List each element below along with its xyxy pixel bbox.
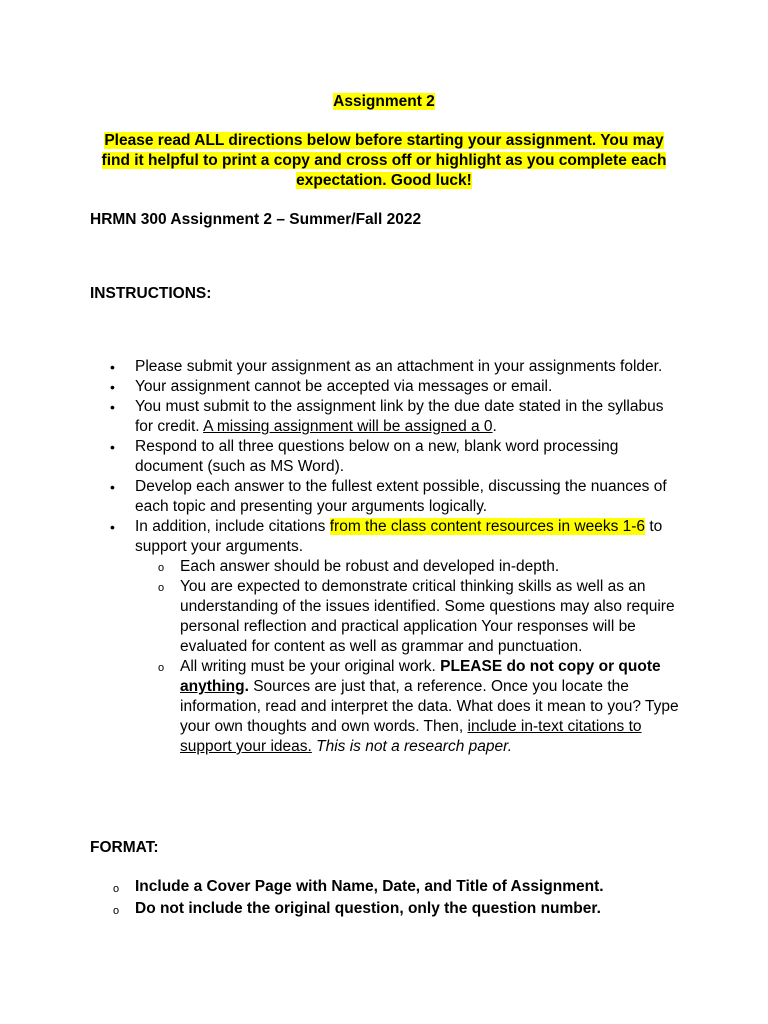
format-item-question-number: o Do not include the original question, only the question number.	[90, 898, 690, 920]
instruction-item-develop: • Develop each answer to the fullest extent possible, discussing the nuances of each topic and presenting your arguments logically.	[90, 477, 680, 517]
instructions-list	[90, 357, 680, 757]
format-item-cover-page: o Include a Cover Page with Name, Date, and Title of Assignment.	[90, 876, 690, 898]
sub-item-robust: o Each answer should be robust and developed in-depth.	[135, 557, 680, 577]
do-not-copy-warning: PLEASE do not copy or quote	[440, 658, 661, 675]
instruction-item-respond: • Respond to all three questions below on a new, blank word processing document (such as MS Word).	[90, 437, 680, 477]
directions-notice	[90, 131, 678, 191]
assignment-title-text: Assignment 2	[333, 93, 435, 110]
missing-assignment-warning: A missing assignment will be assigned a 0	[203, 418, 493, 435]
assignment-title	[0, 92, 768, 112]
instruction-item-no-email: • Your assignment cannot be accepted via messages or email.	[90, 377, 680, 397]
sub-item-original-work: o All writing must be your original work. PLEASE do not copy or quote anything. Sources are just that, a reference. Once you locate the information, read and interpret the data. What does it mean to you? Type your own thoughts and own words. Then, include in-text citations to support your ideas. This is not a research paper.	[135, 657, 680, 757]
in-text-citations-note: include in-text citations to support your ideas.	[180, 718, 642, 755]
instruction-item-due-date: • You must submit to the assignment link by the due date stated in the syllabus for credit. A missing assignment will be assigned a 0.	[90, 397, 680, 437]
instruction-item-citations: • In addition, include citations from the class content resources in weeks 1-6 to support your arguments. o Each answer should be robust and developed in-depth. o You are expected to demonstrate critical thinking skills as well as an understanding of the issues identified. Some questions may also require personal reflection and practical application Your responses will be evaluated for content as well as grammar and punctuation. o All writing must be your original work. PLEASE do not copy or quote anything. Sources are just that, a reference. Once you locate the information, read and interpret the data. What does it mean to you? Type your own thoughts and own words. Then, include in-text citations to support your ideas. This is not a research paper.	[90, 517, 680, 757]
course-line: HRMN 300 Assignment 2 – Summer/Fall 2022	[90, 211, 422, 228]
directions-notice-text: Please read ALL directions below before starting your assignment. You may find it helpful to print a copy and cross off or highlight as you complete each expectation. Good luck!	[101, 132, 667, 189]
format-list	[90, 876, 690, 920]
instructions-heading: INSTRUCTIONS:	[90, 285, 212, 302]
format-heading: FORMAT:	[90, 839, 159, 856]
instruction-item-attachment: • Please submit your assignment as an attachment in your assignments folder.	[90, 357, 680, 377]
not-research-paper-note: This is not a research paper.	[316, 738, 512, 755]
citations-highlight: from the class content resources in weeks 1-6	[329, 518, 646, 535]
anything-emphasis: anything	[180, 678, 245, 695]
sub-item-critical-thinking: o You are expected to demonstrate critical thinking skills as well as an understanding of the issues identified. Some questions may also require personal reflection and practical application Your responses will be evaluated for content as well as grammar and punctuation.	[135, 577, 680, 657]
citations-sublist	[135, 557, 680, 757]
